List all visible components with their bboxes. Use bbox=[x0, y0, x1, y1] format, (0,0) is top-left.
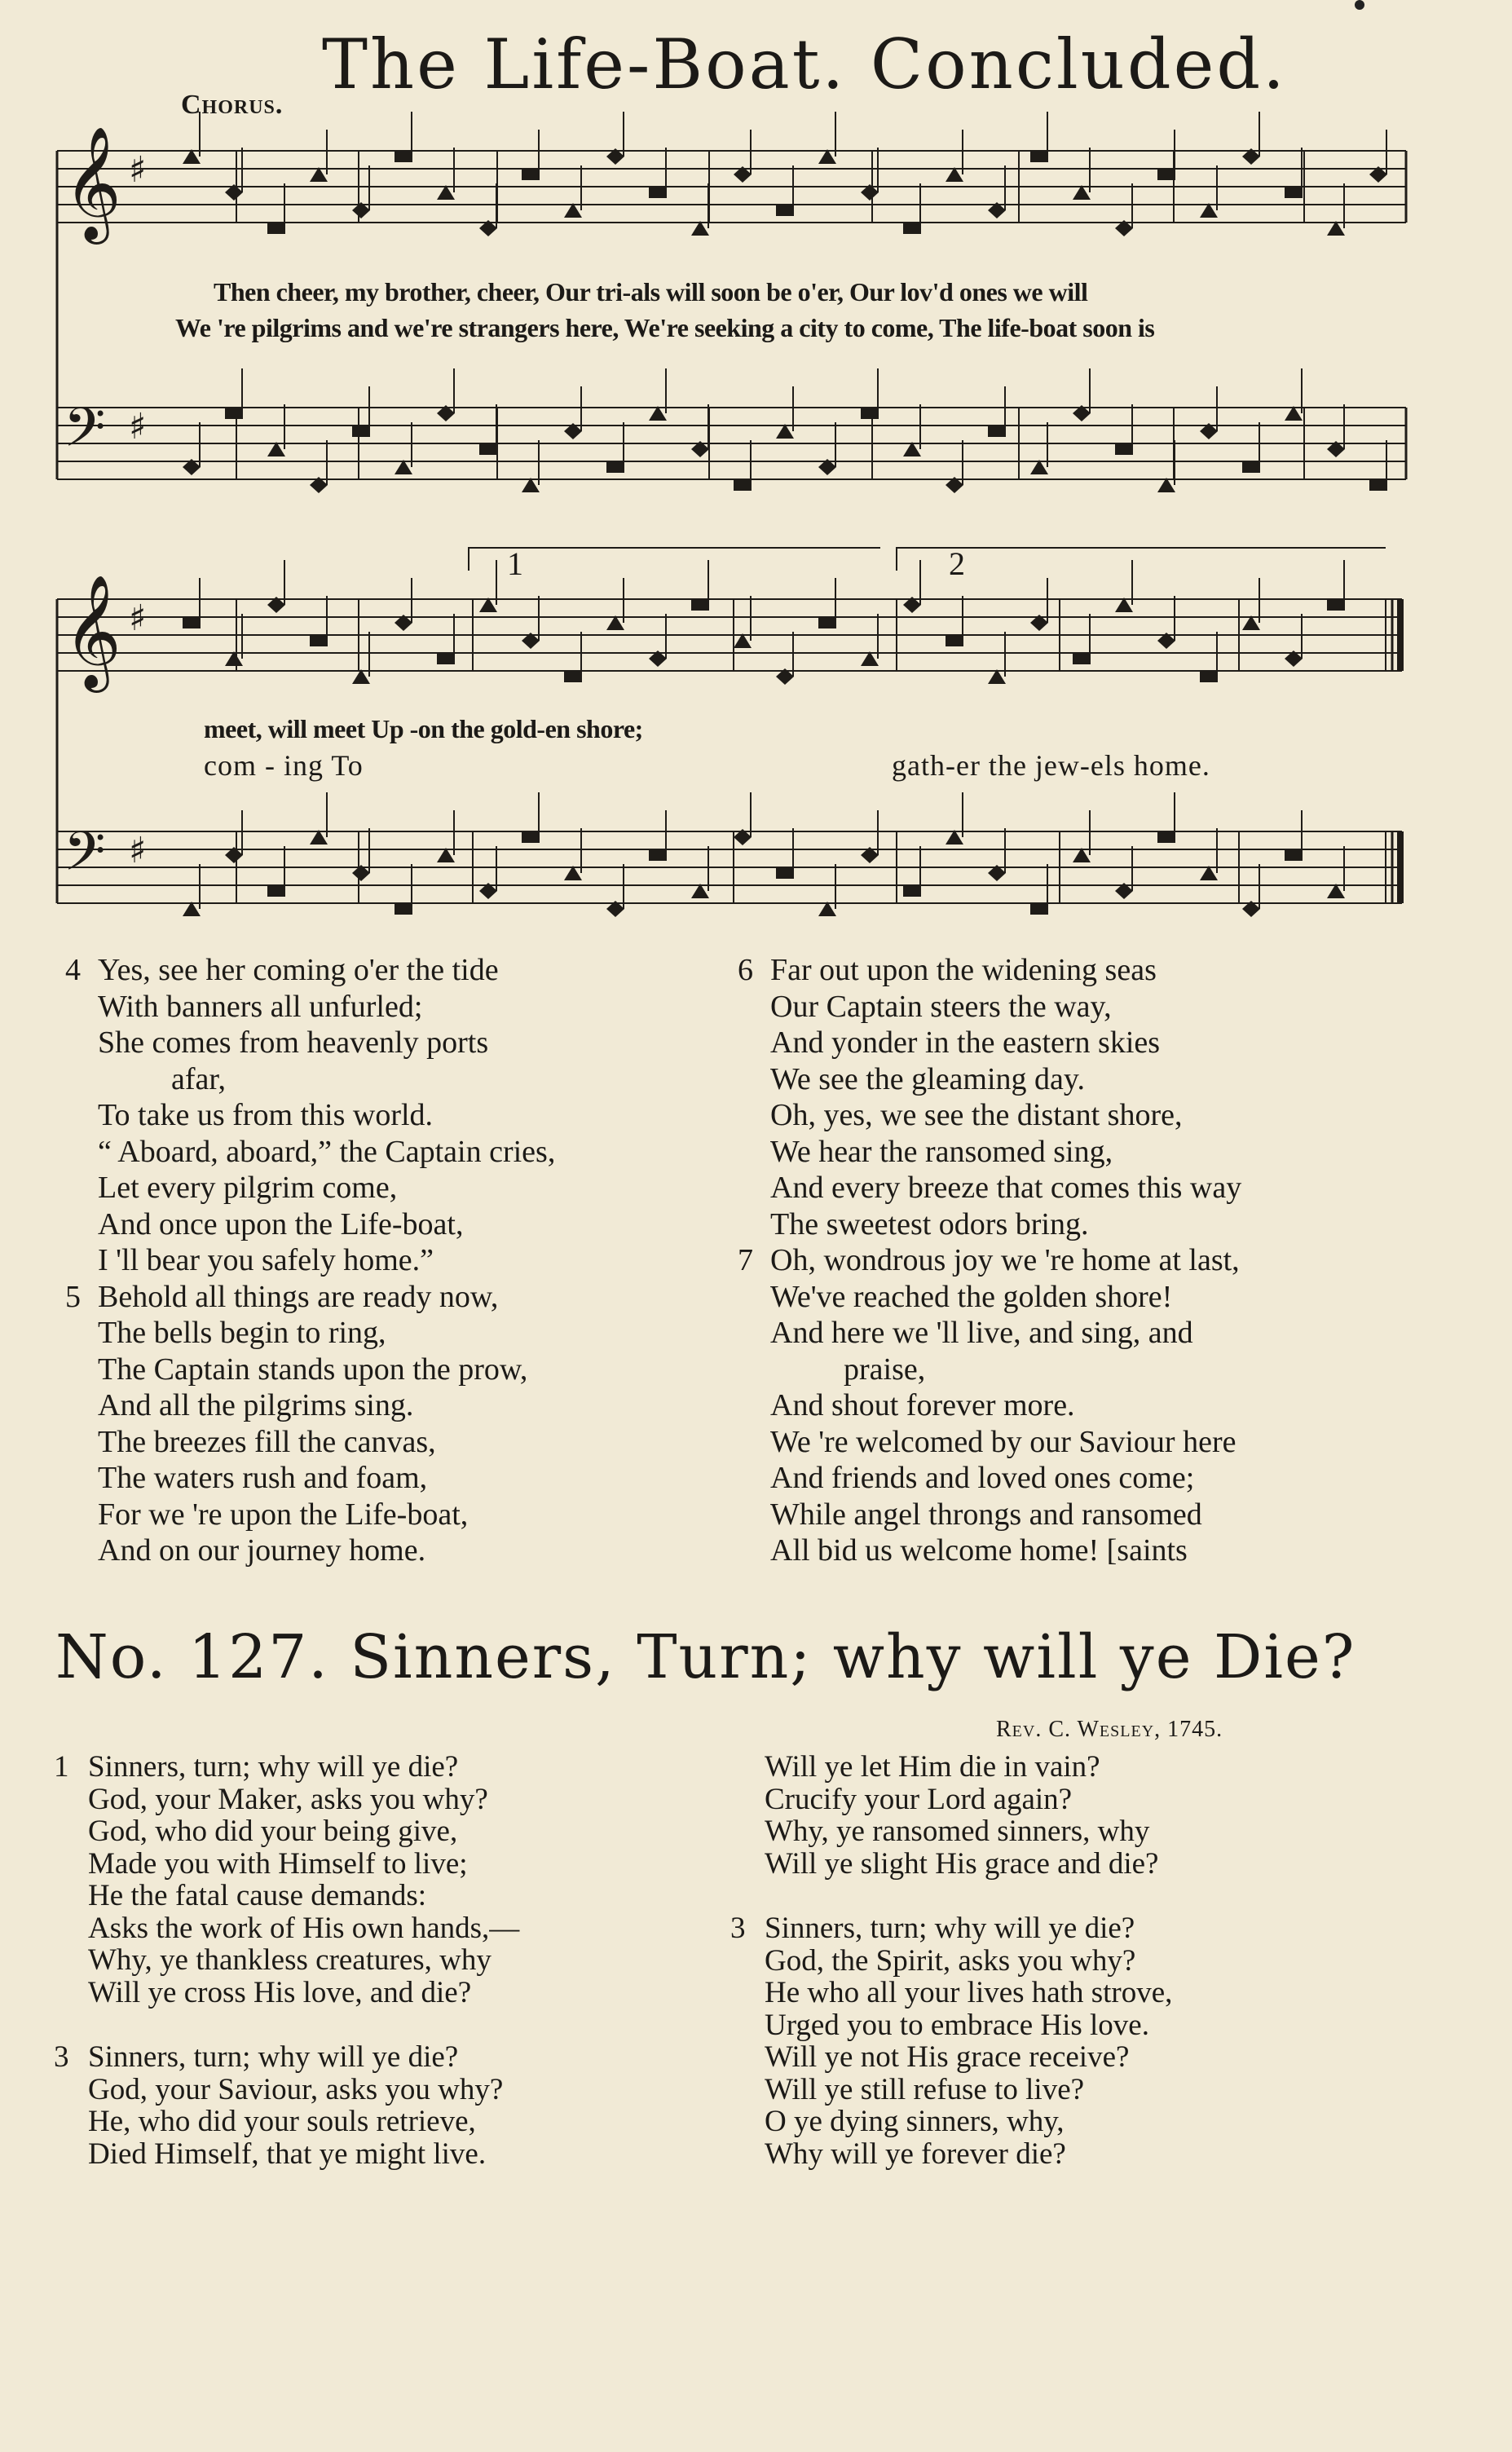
shape-note bbox=[903, 223, 921, 234]
hymn-verse-continuation bbox=[730, 1751, 1431, 1880]
stanza-line: For we 're upon the Life-boat, bbox=[98, 1497, 469, 1532]
chorus-label: Chorus. bbox=[181, 90, 284, 120]
shape-note bbox=[225, 408, 243, 419]
treble-clef: 𝄞 bbox=[64, 126, 121, 240]
music-score bbox=[0, 0, 1512, 946]
shape-note bbox=[310, 635, 328, 646]
stanza-line: I 'll bear you safely home.” bbox=[98, 1243, 434, 1277]
shape-note bbox=[988, 426, 1006, 437]
shape-note bbox=[776, 205, 794, 216]
verse-line: Sinners, turn; why will ye die? bbox=[88, 1750, 459, 1784]
shape-note bbox=[1285, 849, 1303, 861]
verse-line: Died Himself, that ye might live. bbox=[88, 2137, 487, 2171]
stanza-line: And once upon the Life-boat, bbox=[98, 1206, 464, 1241]
shape-note bbox=[267, 223, 285, 234]
hymn-author: Rev. C. Wesley, 1745. bbox=[996, 1717, 1223, 1742]
shape-note bbox=[267, 885, 285, 897]
stanza-number: 6 bbox=[738, 953, 753, 987]
stanza-number: 7 bbox=[738, 1243, 753, 1277]
stanza-line: The bells begin to ring, bbox=[98, 1316, 386, 1350]
shape-note bbox=[183, 617, 201, 628]
shape-note bbox=[1157, 169, 1175, 180]
stanza-line: And shout forever more. bbox=[770, 1388, 1075, 1422]
sharp-sign: ♯ bbox=[129, 598, 147, 639]
shape-note bbox=[734, 479, 752, 491]
stanza-line: Oh, yes, we see the distant shore, bbox=[770, 1098, 1183, 1132]
verse-line: Will ye slight His grace and die? bbox=[765, 1846, 1159, 1881]
shape-note bbox=[395, 151, 412, 162]
stanza-line: Let every pilgrim come, bbox=[98, 1171, 398, 1205]
sharp-sign: ♯ bbox=[129, 406, 147, 448]
stanza-line: The waters rush and foam, bbox=[98, 1461, 428, 1495]
stanza-line: We've reached the golden shore! bbox=[770, 1279, 1173, 1314]
stanza-line: She comes from heavenly ports bbox=[98, 1025, 489, 1060]
shape-note bbox=[1285, 187, 1303, 198]
stanza-line: Oh, wondrous joy we 're home at last, bbox=[770, 1243, 1240, 1277]
second-ending-bracket bbox=[897, 548, 1386, 571]
hymn-verse-1 bbox=[54, 1751, 722, 2009]
lyric-line-1-verse-2: We 're pilgrims and we're strangers here, We're seeking a city to come, The life-boat soon is bbox=[175, 313, 1155, 342]
shape-note bbox=[1327, 599, 1345, 611]
stanza-line: We hear the ransomed sing, bbox=[770, 1134, 1113, 1169]
stanza-line: afar, bbox=[171, 1061, 227, 1096]
stanza-7 bbox=[738, 1242, 1422, 1569]
verse-line: God, who did your being give, bbox=[88, 1815, 458, 1848]
shape-note bbox=[479, 443, 497, 455]
stanza-line: The breezes fill the canvas, bbox=[98, 1424, 436, 1459]
verse-line: O ye dying sinners, why, bbox=[765, 2105, 1065, 2138]
first-ending-bracket bbox=[469, 548, 880, 571]
stanza-column-left bbox=[65, 952, 734, 1569]
staff-notation bbox=[0, 0, 1512, 946]
verse-number: 3 bbox=[730, 1912, 746, 1945]
verse-line: Urged you to embrace His love. bbox=[765, 2008, 1149, 2042]
lyric-line-2-verse-2-first: com - ing To bbox=[204, 749, 364, 782]
verse-line: Asks the work of His own hands,— bbox=[88, 1911, 520, 1945]
verse-line: Will ye let Him die in vain? bbox=[765, 1750, 1100, 1784]
stanza-line: Far out upon the widening seas bbox=[770, 953, 1157, 987]
shape-note bbox=[776, 867, 794, 879]
shape-note bbox=[691, 599, 709, 611]
verse-line: God, your Saviour, asks you why? bbox=[88, 2072, 504, 2106]
shape-note bbox=[395, 903, 412, 915]
verse-line: God, the Spirit, asks you why? bbox=[765, 1943, 1136, 1978]
stanza-number: 5 bbox=[65, 1279, 81, 1314]
verse-line: Why will ye forever die? bbox=[765, 2137, 1066, 2171]
stanza-number: 4 bbox=[65, 953, 81, 987]
shape-note bbox=[437, 653, 455, 664]
stanza-line: The Captain stands upon the prow, bbox=[98, 1352, 528, 1387]
stanza-line: We 're welcomed by our Saviour here bbox=[770, 1424, 1236, 1459]
hymn-verse-3a bbox=[54, 2041, 722, 2170]
stanza-line: Our Captain steers the way, bbox=[770, 989, 1112, 1024]
lyric-line-2-verse-1: meet, will meet Up -on the gold-en shore; bbox=[204, 714, 643, 743]
treble-clef: 𝄞 bbox=[64, 575, 121, 688]
stanza-line: And every breeze that comes this way bbox=[770, 1171, 1242, 1205]
stanza-line: While angel throngs and ransomed bbox=[770, 1497, 1202, 1532]
bass-clef: 𝄢 bbox=[64, 820, 106, 896]
sharp-sign: ♯ bbox=[129, 830, 147, 871]
verse-line: Sinners, turn; why will ye die? bbox=[765, 1912, 1135, 1945]
stanza-line: “ Aboard, aboard,” the Captain cries, bbox=[98, 1134, 556, 1169]
stanza-line: And yonder in the eastern skies bbox=[770, 1025, 1161, 1060]
shape-note bbox=[522, 169, 540, 180]
stanza-6 bbox=[738, 952, 1422, 1242]
bass-clef: 𝄢 bbox=[64, 396, 106, 472]
verse-number: 1 bbox=[54, 1750, 69, 1784]
stanza-column-right bbox=[738, 952, 1422, 1569]
stanza-line: To take us from this world. bbox=[98, 1098, 434, 1132]
hymn-title: No. 127. Sinners, Turn; why will ye Die? bbox=[55, 1622, 1356, 1692]
hymn-column-right bbox=[730, 1751, 1431, 2170]
shape-note bbox=[649, 187, 667, 198]
verse-line: Made you with Himself to live; bbox=[88, 1846, 468, 1881]
shape-note bbox=[1200, 671, 1218, 682]
stanza-line: Behold all things are ready now, bbox=[98, 1279, 499, 1314]
shape-note bbox=[903, 885, 921, 897]
verse-line: God, your Maker, asks you why? bbox=[88, 1782, 488, 1816]
shape-note bbox=[522, 831, 540, 843]
shape-note bbox=[1030, 151, 1048, 162]
shape-note bbox=[1157, 831, 1175, 843]
stanza-line: All bid us welcome home! [saints bbox=[770, 1533, 1188, 1568]
verse-line: Crucify your Lord again? bbox=[765, 1782, 1073, 1816]
hymn-column-left bbox=[54, 1751, 722, 2170]
shape-note bbox=[649, 849, 667, 861]
verse-line: Will ye not His grace receive? bbox=[765, 2040, 1130, 2074]
stanza-line: And on our journey home. bbox=[98, 1533, 426, 1568]
stanza-line: Yes, see her coming o'er the tide bbox=[98, 953, 499, 987]
verse-line: Why, ye thankless creatures, why bbox=[88, 1943, 492, 1977]
first-ending-label: 1 bbox=[507, 545, 523, 582]
stanza-line: praise, bbox=[844, 1352, 926, 1387]
hymn-verse-3b bbox=[730, 1912, 1431, 2170]
verse-line: He who all your lives hath strove, bbox=[765, 1976, 1173, 2009]
shape-note bbox=[1030, 903, 1048, 915]
verse-number: 3 bbox=[54, 2040, 69, 2074]
verse-line: Why, ye ransomed sinners, why bbox=[765, 1815, 1150, 1848]
verse-line: Will ye still refuse to live? bbox=[765, 2072, 1085, 2106]
shape-note bbox=[564, 671, 582, 682]
verse-line: Will ye cross His love, and die? bbox=[88, 1975, 472, 2009]
shape-note bbox=[946, 635, 963, 646]
stanza-line: The sweetest odors bring. bbox=[770, 1206, 1089, 1241]
lyric-line-2-verse-2-second: gath-er the jew-els home. bbox=[892, 749, 1210, 782]
shape-note bbox=[818, 617, 836, 628]
shape-note bbox=[606, 461, 624, 473]
verse-line: He the fatal cause demands: bbox=[88, 1879, 427, 1912]
stanza-line: And all the pilgrims sing. bbox=[98, 1388, 414, 1422]
sharp-sign: ♯ bbox=[129, 149, 147, 191]
shape-note bbox=[1115, 443, 1133, 455]
shape-note bbox=[1073, 653, 1091, 664]
stanza-line: And friends and loved ones come; bbox=[770, 1461, 1195, 1495]
stanza-4 bbox=[65, 952, 734, 1279]
stanza-5 bbox=[65, 1279, 734, 1569]
shape-note bbox=[352, 426, 370, 437]
verse-line: Sinners, turn; why will ye die? bbox=[88, 2040, 459, 2074]
shape-note bbox=[1369, 479, 1387, 491]
stanza-line: With banners all unfurled; bbox=[98, 989, 423, 1024]
shape-note bbox=[1242, 461, 1260, 473]
shape-note bbox=[861, 408, 879, 419]
lyric-line-1-verse-1: Then cheer, my brother, cheer, Our tri-als will soon be o'er, Our lov'd ones we will bbox=[214, 277, 1088, 306]
page-title: The Life-Boat. Concluded. bbox=[322, 24, 1287, 104]
stanza-line: We see the gleaming day. bbox=[770, 1061, 1085, 1096]
second-ending-label: 2 bbox=[949, 545, 965, 582]
verse-line: He, who did your souls retrieve, bbox=[88, 2105, 476, 2138]
stanza-line: And here we 'll live, and sing, and bbox=[770, 1316, 1193, 1350]
